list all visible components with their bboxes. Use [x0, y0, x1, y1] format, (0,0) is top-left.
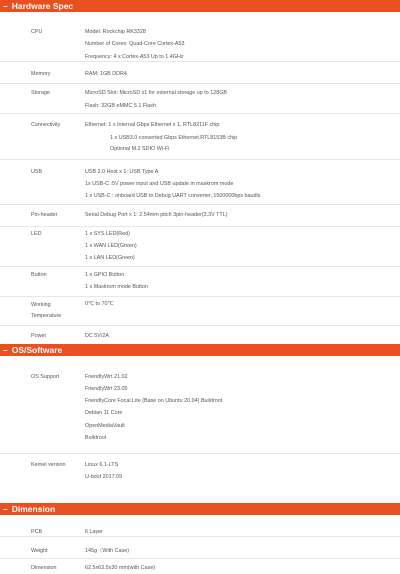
spec-label: Working	[31, 302, 51, 308]
spec-label: Storage	[31, 90, 50, 96]
spec-value: 1 x USB-C : onboard USB to Debug UART converter, 1500000bps baudls	[85, 193, 261, 199]
spec-row-weight	[0, 537, 400, 559]
spec-value: Serial Debug Port x 1: 2.54mm pitch 3pin-header(3.3V TTL)	[85, 212, 228, 218]
spec-value: 1x USB-C :5V power input and USB update in maskrom mode	[85, 181, 234, 187]
spec-row-pcb	[0, 515, 400, 537]
spec-value: FriendlyWrt 21.02	[85, 374, 128, 380]
spec-value: Buildroot	[85, 435, 107, 441]
spec-row-led	[0, 227, 400, 267]
spec-label: Kernel version	[31, 462, 66, 468]
spec-label: PCB	[31, 529, 43, 535]
spec-value: Model: Rockchip RK3328	[85, 29, 146, 35]
spec-value: 1 x GPIO Button	[85, 272, 125, 278]
spec-value: 1 x USB3.0 converted Gbps Ethernet.RTL8153B chip	[110, 135, 238, 141]
section-header-dimension	[0, 503, 400, 515]
spec-value: 62.5x63.5x30 mm(with Case)	[85, 565, 156, 571]
spec-value: Linux 6.1-LTS	[85, 462, 119, 468]
section-dash-icon: –	[3, 503, 8, 514]
spec-value: FriendlyWrt 23.05	[85, 386, 128, 392]
spec-value: 145g（With Case)	[85, 548, 130, 554]
spec-label: Pin-header	[31, 212, 58, 218]
section-header-os-software	[0, 344, 400, 356]
section-title: OS/Software	[11, 344, 63, 355]
spec-row-pin-header	[0, 205, 400, 227]
spec-value: Ethernet: 1 x Internal Gbps Ethernet x 1, RTL8211F chip	[85, 122, 220, 128]
spec-value: MicroSD Slot: MicroSD x1 for external storage up to 128GB	[85, 90, 228, 96]
spec-label: Dimension	[31, 565, 57, 571]
spec-row-connectivity	[0, 114, 400, 160]
spec-value: Frequency: 4 x Cortex-A53 Up to 1.4GHz	[85, 54, 184, 60]
spec-label: Connectivity	[31, 122, 61, 128]
spec-label: Power	[31, 333, 47, 339]
spec-row-os-support	[0, 356, 400, 454]
spec-row-storage	[0, 84, 400, 114]
spec-label: LED	[31, 231, 42, 237]
section-header-hardware	[0, 0, 400, 12]
spec-row-button	[0, 267, 400, 297]
section-title: Hardware Spec	[11, 0, 74, 11]
spec-row-usb	[0, 160, 400, 205]
spec-value: Flash: 32GB eMMC 5.1 Flash	[85, 103, 157, 109]
spec-value: Debian 11 Core	[85, 410, 123, 416]
spec-value: DC 5V/2A	[85, 333, 109, 339]
spec-value: Optional M.2 SDIO Wi-Fi	[110, 146, 170, 152]
spec-row-memory	[0, 62, 400, 84]
spec-row-cpu	[0, 12, 400, 62]
section-dash-icon: –	[3, 344, 8, 355]
spec-value: U-boot 2017.09	[85, 474, 123, 480]
spec-label-line2: Temperature	[31, 313, 62, 319]
spec-value: 1 x Maskrom mode Button	[85, 284, 148, 290]
spec-value: RAM: 1GB DDR4	[85, 71, 127, 77]
spec-value: 1 x WAN LED(Green)	[85, 243, 137, 249]
spec-label: Button	[31, 272, 47, 278]
spec-value: OpenMediaVault	[85, 423, 125, 429]
spec-value: 6 Layer	[85, 529, 103, 535]
spec-label: OS Support	[31, 374, 60, 380]
spec-value: Number of Cores: Quad-Core Cortex-A53	[85, 41, 185, 47]
spec-label: CPU	[31, 29, 43, 35]
spec-value: 0℃ to 70℃	[85, 301, 114, 307]
section-title: Dimension	[11, 503, 56, 514]
spec-value: USB 2.0 Host x 1: USB Type A	[85, 169, 159, 175]
spec-value: 1 x LAN LED(Green)	[85, 255, 135, 261]
spec-value: FriendlyCore Focal Lite (Base on Ubuntu 20.04) Buildroot	[85, 398, 223, 404]
spec-row-power	[0, 326, 400, 343]
spec-row-dimension	[0, 559, 400, 574]
section-dash-icon: –	[3, 0, 8, 11]
spec-row-working-temperature	[0, 297, 400, 326]
spec-value: 1 x SYS LED(Red)	[85, 231, 130, 237]
spec-label: USB	[31, 169, 43, 175]
spec-label: Weight	[31, 548, 48, 554]
spec-label: Memory	[31, 71, 51, 77]
spec-row-kernel-version	[0, 454, 400, 492]
